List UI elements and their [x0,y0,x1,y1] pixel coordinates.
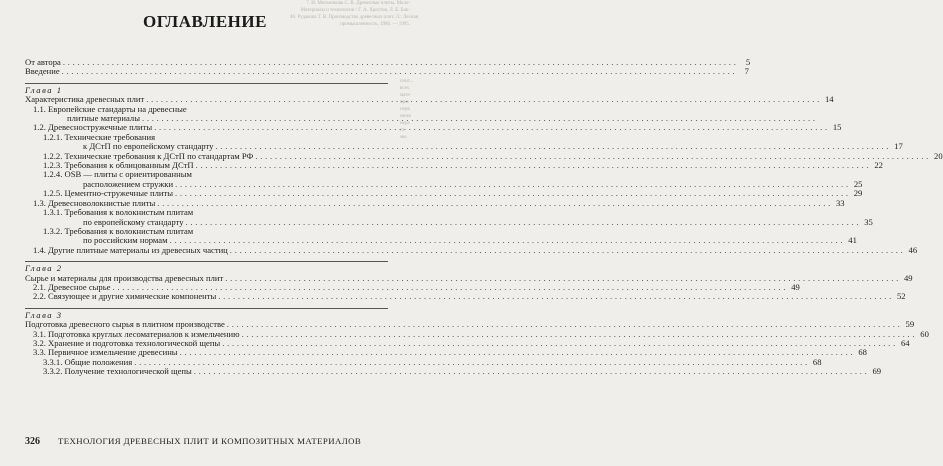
toc-entry-title: Подготовка древесного сырья в плитном производстве [25,319,225,330]
bleed-through-text-right: плит... всех мате- щих перв ниже нера го мы [400,79,414,140]
toc-entry-title: плитные материалы [67,113,140,124]
dot-leader [186,218,859,227]
toc-entry-title: расположением стружки [83,178,174,189]
bleed-through-text-top: 7. И. Мельникова С. В. Древесные плиты. Мало- Материалы и технологии / Г. А. Хрестов, Л. Е. Бак- 46. Рудакова Т. В. Производство древесных плит. Л.: Лесная промышленность, 1986. — 1995. [290,1,419,27]
toc-entry-title: Введение [25,66,60,77]
toc-page-number: 68 [858,347,867,358]
dot-leader [196,161,869,170]
toc-entry-title: 1.2.1. Технические требования [43,131,156,142]
toc-entry-title: От автора [25,57,61,67]
toc-entry-title: 1.2.5. Цементно-стружечные плиты [43,188,174,199]
toc-page-number: 59 [905,319,915,330]
section-divider [25,261,388,262]
toc-entry-title: 1.2.4. OSB — плиты с ориентированным [43,169,192,180]
chapter-label: Глава 3 [25,309,63,320]
toc-page-number: 52 [897,291,906,302]
toc-page-number: 17 [894,141,903,152]
toc-page-number: 49 [903,272,913,283]
toc-page-number: 33 [835,197,845,208]
dot-leader [218,292,891,301]
toc-entry-title: 1.4. Другие плитные материалы из древесных частиц [33,244,228,255]
dot-leader [157,199,830,208]
toc-page-number: 14 [824,94,834,105]
toc-entry-title: по европейскому стандарту [83,216,184,227]
toc-entry-title: Сырье и материалы для производства древесных плит [25,272,224,283]
toc-page-number: 49 [791,281,800,292]
toc-entry-title: 1.3.1. Требования к волокнистым плитам [43,207,194,218]
section-divider [25,83,388,84]
dot-leader [230,246,903,255]
toc-entry-title: 1.3. Древесноволокнистые плиты [33,197,156,208]
page-number: 326 [25,436,40,447]
toc-page-number: 60 [920,328,929,339]
toc-page-number: 69 [872,366,882,377]
toc-page-number: 68 [812,356,822,367]
toc-entry-title: 1.3.2. Требования к волокнистым плитам [43,225,194,236]
dot-leader [146,95,819,104]
chapter-label: Глава 2 [25,263,63,274]
toc-row[interactable] [25,244,918,255]
section-divider [25,308,388,309]
toc-entry-title: по российским нормам [83,235,168,246]
page-title: ОГЛАВЛЕНИЕ [143,12,267,31]
toc-entry-title: 3.2. Хранение и подготовка технологической щепы [33,337,221,348]
dot-leader [194,367,867,376]
toc-entry-title: 1.1. Европейские стандарты на древесные [33,103,187,114]
dot-leader [154,123,827,132]
toc-row-intro[interactable] [25,66,749,77]
toc-entry-title: Характеристика древесных плит [25,94,145,105]
toc-entry-title: 1.2. Древесностружечные плиты [33,122,153,133]
toc-page-number: 35 [864,216,873,227]
toc-row[interactable] [25,291,906,302]
toc-page-number: 20 [934,150,943,161]
toc-entry-title: 2.1. Древесное сырье [33,281,111,292]
toc-entry-title: 1.2.3. Требования к облицованным ДСтП [43,160,194,171]
dot-leader [62,67,735,76]
chapter-label: Глава 1 [25,84,63,95]
toc-entry-title: 3.3. Первичное измельчение древесины [33,347,178,358]
toc-page-number: 64 [900,337,910,348]
toc-entry-title: 3.3.2. Получение технологической щепы [43,366,192,377]
toc-page-number: 46 [908,244,918,255]
toc-page-number: 22 [874,160,883,171]
toc-page-number: 7 [744,66,749,77]
toc-entry-title: к ДСтП по европейскому стандарту [83,141,214,152]
toc-row[interactable] [25,366,882,377]
toc-entry-title: 3.1. Подготовка круглых лесоматериалов к измельчению [33,328,240,339]
toc-entry-title: 2.2. Связующее и другие химические компоненты [33,291,217,302]
toc-page-number: 29 [853,188,863,199]
toc-page-number: 5 [745,57,751,67]
toc-page-number: 25 [853,178,863,189]
toc-entry-title: 1.2.2. Технические требования к ДСтП по стандартам РФ [43,150,254,161]
running-title: ТЕХНОЛОГИЯ ДРЕВЕСНЫХ ПЛИТ И КОМПОЗИТНЫХ МАТЕРИАЛОВ [58,436,362,446]
page-footer [25,436,388,447]
toc-page-number: 15 [832,122,842,133]
toc-page-number: 41 [848,235,857,246]
toc-entry-title: 3.3.1. Общие положения [43,356,133,367]
